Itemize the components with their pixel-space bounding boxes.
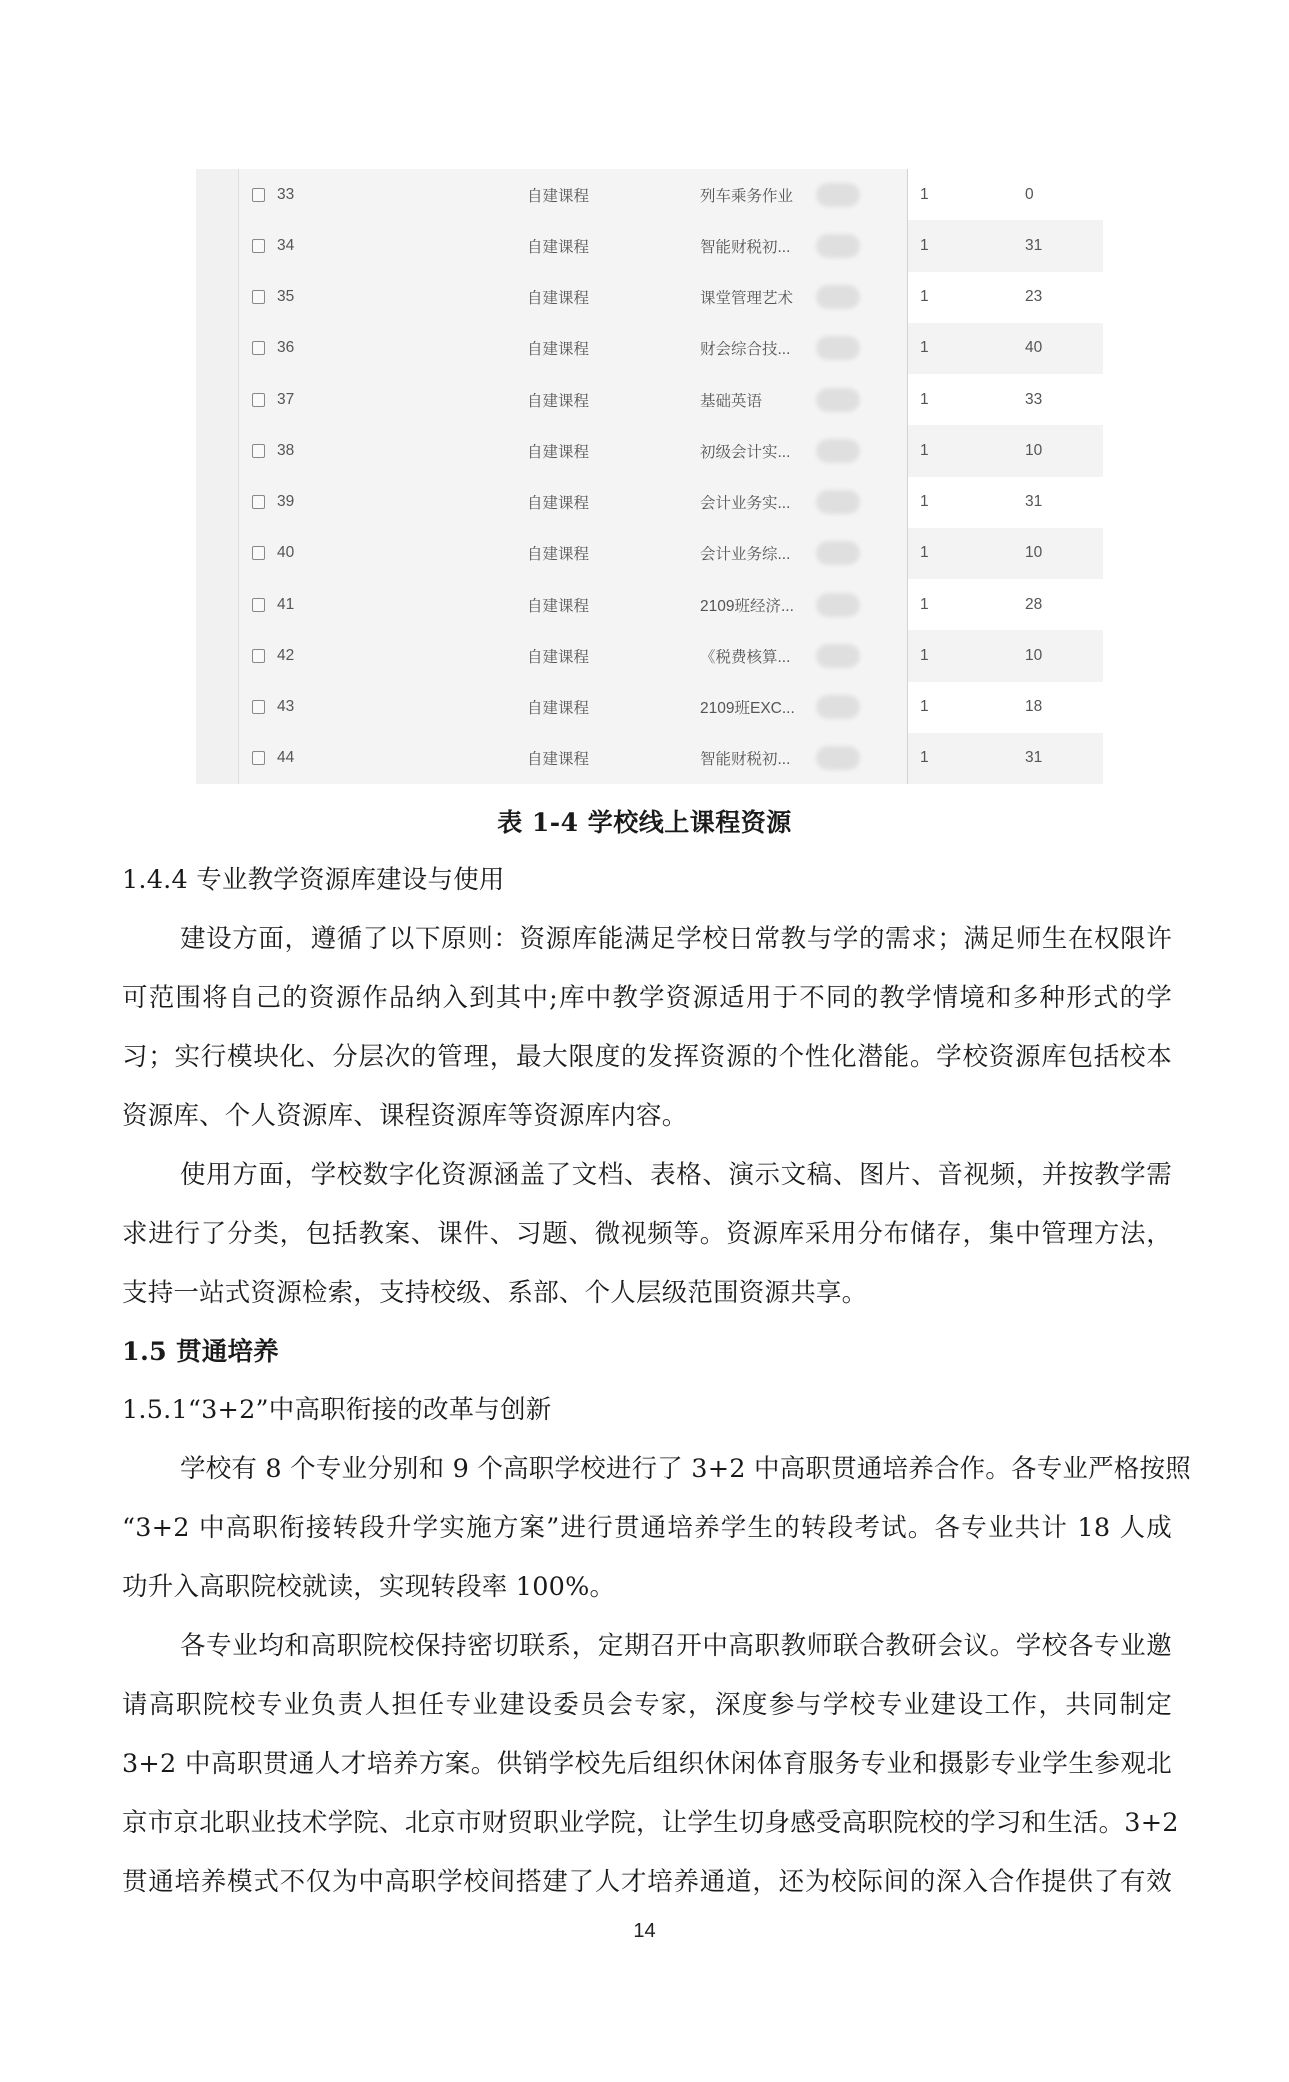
row-right-background [908,272,1103,323]
row-right-background [908,220,1103,271]
course-value: 23 [1025,288,1043,306]
paragraph-line: 使用方面，学校数字化资源涵盖了文档、表格、演示文稿、图片、音视频，并按教学需 [180,1160,1172,1190]
course-count: 1 [920,595,929,613]
course-type: 自建课程 [527,238,590,256]
row-checkbox[interactable] [252,239,265,253]
row-right-background [908,323,1103,374]
section-heading-1-4-4: 1.4.4 专业教学资源库建设与使用 [122,865,505,895]
table-row[interactable] [196,579,1103,630]
table-row[interactable] [196,682,1103,733]
course-type: 自建课程 [527,597,590,615]
redacted-teacher-name [816,746,860,770]
course-type: 自建课程 [527,700,590,718]
redacted-teacher-name [816,541,860,565]
table-row[interactable] [196,374,1103,425]
course-value: 10 [1025,544,1043,562]
redacted-teacher-name [816,490,860,514]
course-value: 31 [1025,749,1043,767]
row-number: 40 [277,544,295,562]
course-name: 2109班经济... [700,597,794,615]
course-name: 《税费核算... [700,648,791,666]
row-number: 34 [277,236,295,254]
course-value: 18 [1025,698,1043,716]
paragraph-line: 可范围将自己的资源作品纳入到其中;库中教学资源适用于不同的教学情境和多种形式的学 [122,983,1172,1013]
table-row[interactable] [196,477,1103,528]
page-number: 14 [633,1920,656,1942]
table-row[interactable] [196,220,1103,271]
redacted-teacher-name [816,388,860,412]
paragraph-line: 学校有 8 个专业分别和 9 个高职学校进行了 3+2 中高职贯通培养合作。各专业严格按照 [180,1454,1191,1484]
course-value: 40 [1025,339,1043,357]
course-table-screenshot [196,169,1103,784]
table-row[interactable] [196,323,1103,374]
course-name: 智能财税初... [700,238,791,256]
course-count: 1 [920,493,929,511]
course-count: 1 [920,236,929,254]
redacted-teacher-name [816,285,860,309]
course-name: 列车乘务作业 [700,187,794,205]
course-count: 1 [920,390,929,408]
table-column-divider [907,169,908,784]
row-number: 36 [277,339,295,357]
paragraph-line: 求进行了分类，包括教案、课件、习题、微视频等。资源库采用分布储存，集中管理方法， [122,1219,1172,1249]
row-number: 33 [277,185,295,203]
paragraph-line: 支持一站式资源检索，支持校级、系部、个人层级范围资源共享。 [122,1278,868,1308]
section-heading-1-5-1: 1.5.1“3+2”中高职衔接的改革与创新 [122,1395,552,1425]
course-type: 自建课程 [527,495,590,513]
row-checkbox[interactable] [252,188,265,202]
redacted-teacher-name [816,695,860,719]
paragraph-line: 贯通培养模式不仅为中高职学校间搭建了人才培养通道，还为校际间的深入合作提供了有效 [122,1867,1172,1897]
course-value: 28 [1025,595,1043,613]
course-name: 智能财税初... [700,751,791,769]
section-heading-1-5: 1.5 贯通培养 [122,1337,279,1367]
paragraph-line: 请高职院校专业负责人担任专业建设委员会专家，深度参与学校专业建设工作，共同制定 [122,1690,1172,1720]
table-row[interactable] [196,272,1103,323]
course-count: 1 [920,441,929,459]
row-number: 37 [277,390,295,408]
course-name: 会计业务综... [700,546,791,564]
course-name: 基础英语 [700,392,763,410]
table-row[interactable] [196,630,1103,681]
redacted-teacher-name [816,183,860,207]
paragraph-line: 资源库、个人资源库、课程资源库等资源库内容。 [122,1101,688,1131]
row-right-background [908,374,1103,425]
course-count: 1 [920,185,929,203]
course-value: 31 [1025,493,1043,511]
course-name: 课堂管理艺术 [700,290,794,308]
row-checkbox[interactable] [252,546,265,560]
row-right-background [908,425,1103,476]
redacted-teacher-name [816,644,860,668]
table-row[interactable] [196,733,1103,784]
paragraph-line: 建设方面，遵循了以下原则：资源库能满足学校日常教与学的需求；满足师生在权限许 [180,924,1172,954]
course-type: 自建课程 [527,751,590,769]
row-number: 35 [277,288,295,306]
row-checkbox[interactable] [252,393,265,407]
table-row[interactable] [196,169,1103,220]
paragraph-line: 3+2 中高职贯通人才培养方案。供销学校先后组织休闲体育服务专业和摄影专业学生参观北 [122,1749,1172,1779]
redacted-teacher-name [816,593,860,617]
redacted-teacher-name [816,336,860,360]
paragraph-line: 功升入高职院校就读，实现转段率 100%。 [122,1572,616,1602]
course-name: 初级会计实... [700,443,791,461]
row-number: 41 [277,595,295,613]
course-value: 10 [1025,441,1043,459]
course-type: 自建课程 [527,392,590,410]
row-right-background [908,528,1103,579]
paragraph-line: 各专业均和高职院校保持密切联系，定期召开中高职教师联合教研会议。学校各专业邀 [180,1631,1172,1661]
course-count: 1 [920,646,929,664]
course-count: 1 [920,288,929,306]
course-value: 10 [1025,646,1043,664]
course-count: 1 [920,698,929,716]
redacted-teacher-name [816,234,860,258]
table-row[interactable] [196,425,1103,476]
table-caption: 表 1-4 学校线上课程资源 [497,808,792,837]
row-right-background [908,682,1103,733]
course-type: 自建课程 [527,648,590,666]
redacted-teacher-name [816,439,860,463]
row-number: 42 [277,646,295,664]
row-right-background [908,169,1103,220]
course-value: 0 [1025,185,1034,203]
course-value: 31 [1025,236,1043,254]
row-number: 44 [277,749,295,767]
row-checkbox[interactable] [252,290,265,304]
course-type: 自建课程 [527,443,590,461]
course-count: 1 [920,544,929,562]
paragraph-line: 习；实行模块化、分层次的管理，最大限度的发挥资源的个性化潜能。学校资源库包括校本 [122,1042,1172,1072]
row-right-background [908,630,1103,681]
paragraph-line: “3+2 中高职衔接转段升学实施方案”进行贯通培养学生的转段考试。各专业共计 18 人成 [122,1513,1172,1543]
row-checkbox[interactable] [252,700,265,714]
row-checkbox[interactable] [252,751,265,765]
row-number: 38 [277,441,295,459]
course-name: 2109班EXC... [700,700,795,718]
course-name: 财会综合技... [700,341,791,359]
paragraph-line: 京市京北职业技术学院、北京市财贸职业学院，让学生切身感受高职院校的学习和生活。3+2 [122,1808,1179,1838]
course-count: 1 [920,339,929,357]
course-count: 1 [920,749,929,767]
row-checkbox[interactable] [252,495,265,509]
row-right-background [908,733,1103,784]
course-type: 自建课程 [527,341,590,359]
row-checkbox[interactable] [252,341,265,355]
row-number: 39 [277,493,295,511]
row-right-background [908,477,1103,528]
row-number: 43 [277,698,295,716]
course-type: 自建课程 [527,290,590,308]
course-type: 自建课程 [527,546,590,564]
course-type: 自建课程 [527,187,590,205]
course-name: 会计业务实... [700,495,791,513]
row-checkbox[interactable] [252,649,265,663]
course-value: 33 [1025,390,1043,408]
row-right-background [908,579,1103,630]
row-checkbox[interactable] [252,598,265,612]
row-checkbox[interactable] [252,444,265,458]
table-row[interactable] [196,528,1103,579]
